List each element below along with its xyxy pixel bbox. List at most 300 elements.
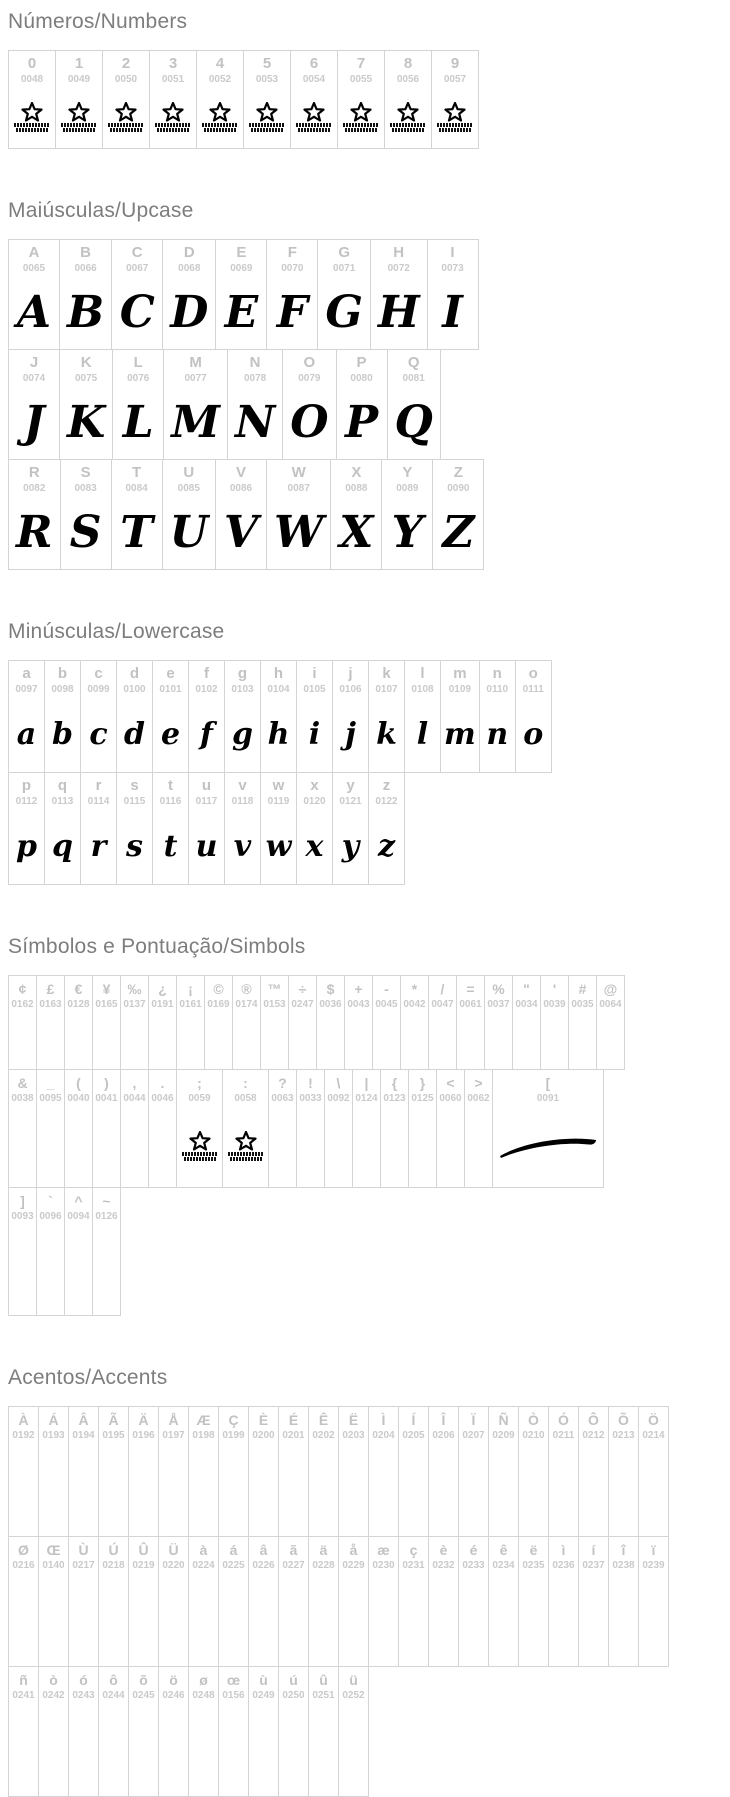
cell-unicode-label: 0242: [42, 1690, 65, 1701]
cell-unicode-label: 0249: [252, 1690, 275, 1701]
cell-unicode-label: 0233: [462, 1560, 485, 1571]
cell-character-label: Ï: [471, 1412, 476, 1428]
empty-glyph: [429, 1572, 458, 1666]
cell-unicode-label: 0113: [51, 796, 74, 807]
glyph-cell-0093: [8, 1187, 37, 1316]
cell-character-label: Ã: [108, 1412, 119, 1428]
glyph-preview: y: [341, 828, 360, 864]
cell-character-label: @: [603, 981, 618, 997]
cell-unicode-label: 0211: [552, 1430, 575, 1441]
cell-unicode-label: 0054: [302, 74, 326, 85]
cell-unicode-label: 0096: [39, 1211, 62, 1222]
glyph-cell-0038: [8, 1069, 37, 1188]
empty-glyph: [219, 1442, 248, 1536]
cell-unicode-label: 0119: [267, 796, 290, 807]
section-symbols: [8, 935, 730, 1316]
cell-character-label: ®: [241, 981, 252, 997]
glyph-cell-0220: [158, 1536, 189, 1667]
cell-character-label: d: [129, 665, 140, 682]
cell-character-label: ¥: [102, 981, 111, 997]
glyph-cell-0051: [149, 50, 197, 149]
section-title-lowercase: Minúsculas/Lowercase: [8, 620, 225, 643]
cell-character-label: ': [552, 981, 557, 997]
cell-unicode-label: 0126: [95, 1211, 118, 1222]
cell-unicode-label: 0230: [372, 1560, 395, 1571]
cell-unicode-label: 0201: [282, 1430, 305, 1441]
empty-glyph: [639, 1442, 668, 1536]
empty-glyph: [121, 1011, 148, 1069]
cell-character-label: }: [419, 1075, 426, 1091]
empty-glyph: [93, 1223, 120, 1315]
glyph-cell-0195: [98, 1406, 129, 1537]
glyph-cell-0161: [176, 975, 205, 1070]
cell-unicode-label: 0051: [161, 74, 185, 85]
empty-glyph: [579, 1442, 608, 1536]
cell-unicode-label: 0048: [20, 74, 44, 85]
cell-unicode-label: 0062: [467, 1093, 490, 1104]
glyph-preview: a: [16, 716, 37, 752]
empty-glyph: [121, 1105, 148, 1187]
cell-unicode-label: 0070: [281, 263, 304, 274]
glyph-cell-0242: [38, 1666, 69, 1797]
cell-character-label: Ú: [108, 1542, 119, 1558]
star-logo-icon: [202, 102, 238, 132]
cell-unicode-label: 0205: [402, 1430, 425, 1441]
cell-unicode-label: 0246: [162, 1690, 185, 1701]
cell-unicode-label: 0121: [339, 796, 362, 807]
cell-character-label: É: [288, 1412, 299, 1428]
glyph-cell-0191: [148, 975, 177, 1070]
cell-unicode-label: 0228: [312, 1560, 335, 1571]
cell-character-label: -: [384, 981, 389, 997]
cell-unicode-label: 0099: [87, 684, 110, 695]
glyph-cell-0052: [196, 50, 244, 149]
cell-character-label: e: [166, 665, 175, 682]
cell-character-label: 5: [262, 55, 272, 72]
glyph-cell-0236: [548, 1536, 579, 1667]
cell-unicode-label: 0071: [333, 263, 356, 274]
empty-glyph: [519, 1442, 548, 1536]
cell-unicode-label: 0199: [222, 1430, 245, 1441]
glyph-cell-0083: [60, 459, 112, 570]
glyph-cell-0042: [400, 975, 429, 1070]
section-title-numbers: Números/Numbers: [8, 10, 188, 33]
cell-unicode-label: 0213: [612, 1430, 635, 1441]
cell-character-label: >: [474, 1075, 483, 1091]
cell-unicode-label: 0052: [208, 74, 232, 85]
glyph-cell-0121: [332, 772, 369, 885]
cell-unicode-label: 0061: [459, 999, 482, 1010]
cell-character-label: `: [48, 1193, 53, 1209]
cell-character-label: ú: [289, 1672, 298, 1688]
glyph-preview: V: [223, 506, 259, 558]
cell-character-label: F: [287, 244, 297, 261]
empty-glyph: [69, 1442, 98, 1536]
glyph-preview: N: [234, 396, 276, 448]
cell-character-label: ¿: [158, 981, 167, 997]
cell-character-label: +: [354, 981, 363, 997]
glyph-preview: i: [308, 716, 321, 752]
glyph-cell-0114: [80, 772, 117, 885]
glyph-cell-0202: [308, 1406, 339, 1537]
cell-unicode-label: 0105: [303, 684, 326, 695]
empty-glyph: [409, 1105, 436, 1187]
star-logo-icon: [228, 1131, 264, 1161]
cell-character-label: ¢: [18, 981, 27, 997]
cell-unicode-label: 0080: [350, 373, 373, 384]
glyph-cell-0245: [128, 1666, 159, 1797]
cell-character-label: m: [453, 665, 467, 682]
empty-glyph: [9, 1223, 36, 1315]
glyph-cell-0104: [260, 660, 297, 773]
glyph-cell-0163: [36, 975, 65, 1070]
cell-unicode-label: 0075: [75, 373, 98, 384]
cell-unicode-label: 0102: [195, 684, 218, 695]
empty-glyph: [37, 1011, 64, 1069]
glyph-cell-0210: [518, 1406, 549, 1537]
cell-unicode-label: 0191: [151, 999, 174, 1010]
glyph-cell-0246: [158, 1666, 189, 1797]
glyph-cell-0196: [128, 1406, 159, 1537]
empty-glyph: [569, 1011, 596, 1069]
glyph-cell-0120: [296, 772, 333, 885]
cell-character-label: û: [319, 1672, 328, 1688]
cell-unicode-label: 0057: [443, 74, 467, 85]
cell-unicode-label: 0118: [231, 796, 254, 807]
section-title-accents: Acentos/Accents: [8, 1366, 168, 1389]
cell-character-label: Á: [48, 1412, 59, 1428]
empty-glyph: [345, 1011, 372, 1069]
missing-glyph-logo: [223, 1105, 268, 1187]
cell-character-label: #: [578, 981, 587, 997]
missing-glyph-logo: [56, 86, 102, 148]
glyph-cell-0039: [540, 975, 569, 1070]
cell-unicode-label: 0220: [162, 1560, 185, 1571]
glyph-cell-0216: [8, 1536, 39, 1667]
cell-character-label: 9: [450, 55, 460, 72]
star-logo-icon: [343, 102, 379, 132]
cell-character-label: G: [338, 244, 350, 261]
empty-glyph: [37, 1105, 64, 1187]
glyph-preview: b: [52, 716, 73, 752]
glyph-cell-0041: [92, 1069, 121, 1188]
cell-unicode-label: 0039: [543, 999, 566, 1010]
star-logo-icon: [249, 102, 285, 132]
cell-character-label: !: [308, 1075, 313, 1091]
empty-glyph: [249, 1442, 278, 1536]
empty-glyph: [159, 1702, 188, 1796]
cell-unicode-label: 0122: [375, 796, 398, 807]
empty-glyph: [579, 1572, 608, 1666]
cell-character-label: f: [204, 665, 209, 682]
cell-character-label: /: [440, 981, 445, 997]
empty-glyph: [9, 1702, 38, 1796]
cell-unicode-label: 0100: [123, 684, 146, 695]
cell-unicode-label: 0041: [95, 1093, 118, 1104]
empty-glyph: [373, 1011, 400, 1069]
cell-character-label: ø: [199, 1672, 208, 1688]
section-title-symbols: Símbolos e Pontuação/Simbols: [8, 935, 306, 958]
cell-unicode-label: 0059: [188, 1093, 211, 1104]
glyph-cell-0085: [162, 459, 216, 570]
cell-character-label: p: [21, 777, 32, 794]
glyph-cell-0103: [224, 660, 261, 773]
cell-unicode-label: 0128: [67, 999, 90, 1010]
cell-character-label: ï: [651, 1542, 656, 1558]
cell-unicode-label: 0251: [312, 1690, 335, 1701]
cell-unicode-label: 0065: [22, 263, 46, 274]
cell-unicode-label: 0140: [42, 1560, 65, 1571]
cell-unicode-label: 0060: [439, 1093, 462, 1104]
glyph-cell-0081: [387, 349, 441, 460]
cell-character-label: Ó: [558, 1412, 569, 1428]
glyph-cell-0115: [116, 772, 153, 885]
cell-character-label: u: [201, 777, 212, 794]
cell-unicode-label: 0204: [372, 1430, 395, 1441]
cell-character-label: Â: [78, 1412, 89, 1428]
glyph-cell-0249: [248, 1666, 279, 1797]
glyph-cell-0056: [384, 50, 432, 149]
cell-character-label: å: [349, 1542, 358, 1558]
cell-unicode-label: 0207: [462, 1430, 485, 1441]
cell-unicode-label: 0091: [536, 1093, 560, 1104]
glyph-cell-0076: [112, 349, 164, 460]
glyph-cell-0209: [488, 1406, 519, 1537]
cell-unicode-label: 0161: [179, 999, 202, 1010]
cell-unicode-label: 0045: [375, 999, 398, 1010]
cell-character-label: J: [29, 354, 39, 371]
cell-unicode-label: 0156: [222, 1690, 245, 1701]
swash-glyph-preview: [493, 1105, 603, 1187]
cell-unicode-label: 0069: [230, 263, 253, 274]
glyph-cell-0099: [80, 660, 117, 773]
cell-unicode-label: 0087: [287, 483, 310, 494]
cell-unicode-label: 0064: [599, 999, 622, 1010]
cell-unicode-label: 0086: [229, 483, 253, 494]
glyph-cell-0035: [568, 975, 597, 1070]
glyph-cell-0226: [248, 1536, 279, 1667]
glyph-preview: G: [325, 286, 363, 338]
cell-unicode-label: 0090: [447, 483, 470, 494]
cell-character-label: _: [46, 1075, 55, 1091]
cell-character-label: h: [273, 665, 284, 682]
glyph-cell-0229: [338, 1536, 369, 1667]
empty-glyph: [129, 1702, 158, 1796]
glyph-row: [8, 1187, 121, 1316]
glyph-row: [8, 1536, 669, 1667]
glyph-cell-0106: [332, 660, 369, 773]
cell-unicode-label: 0225: [222, 1560, 245, 1571]
cell-character-label: .: [160, 1075, 165, 1091]
glyph-cell-0234: [488, 1536, 519, 1667]
glyph-cell-0087: [266, 459, 331, 570]
empty-glyph: [309, 1702, 338, 1796]
glyph-cell-0252: [338, 1666, 369, 1797]
cell-character-label: ä: [319, 1542, 328, 1558]
cell-unicode-label: 0231: [402, 1560, 425, 1571]
glyph-cell-0243: [68, 1666, 99, 1797]
glyph-cell-0059: [176, 1069, 223, 1188]
cell-unicode-label: 0232: [432, 1560, 455, 1571]
empty-glyph: [37, 1223, 64, 1315]
cell-unicode-label: 0055: [349, 74, 373, 85]
cell-unicode-label: 0250: [282, 1690, 305, 1701]
glyph-cell-0067: [111, 239, 163, 350]
cell-character-label: à: [199, 1542, 208, 1558]
cell-character-label: œ: [226, 1672, 241, 1688]
empty-glyph: [279, 1572, 308, 1666]
cell-unicode-label: 0247: [291, 999, 314, 1010]
cell-unicode-label: 0115: [123, 796, 146, 807]
cell-character-label: Œ: [46, 1542, 61, 1558]
cell-character-label: V: [235, 464, 246, 481]
glyph-cell-0040: [64, 1069, 93, 1188]
cell-character-label: 7: [356, 55, 366, 72]
cell-character-label: g: [237, 665, 248, 682]
empty-glyph: [177, 1011, 204, 1069]
cell-character-label: z: [382, 777, 391, 794]
cell-unicode-label: 0035: [571, 999, 594, 1010]
cell-character-label: Õ: [618, 1412, 629, 1428]
glyph-cell-0207: [458, 1406, 489, 1537]
glyph-preview: T: [120, 506, 153, 558]
glyph-cell-0046: [148, 1069, 177, 1188]
cell-unicode-label: 0083: [74, 483, 97, 494]
cell-character-label: Ç: [228, 1412, 239, 1428]
glyph-preview: B: [67, 286, 105, 338]
empty-glyph: [639, 1572, 668, 1666]
glyph-cell-0092: [324, 1069, 353, 1188]
glyph-preview: x: [305, 828, 324, 864]
cell-unicode-label: 0192: [12, 1430, 35, 1441]
glyph-cell-0096: [36, 1187, 65, 1316]
cell-character-label: :: [243, 1075, 248, 1091]
cell-unicode-label: 0109: [448, 684, 471, 695]
glyph-cell-0097: [8, 660, 45, 773]
glyph-cell-0102: [188, 660, 225, 773]
glyph-cell-0091: [492, 1069, 604, 1188]
cell-character-label: ñ: [19, 1672, 28, 1688]
cell-character-label: %: [492, 981, 505, 997]
cell-character-label: Ø: [18, 1542, 29, 1558]
glyph-cell-0075: [59, 349, 113, 460]
glyph-cell-0069: [215, 239, 267, 350]
glyph-cell-0086: [215, 459, 267, 570]
cell-character-label: L: [133, 354, 143, 371]
empty-glyph: [129, 1442, 158, 1536]
glyph-cell-0228: [308, 1536, 339, 1667]
cell-character-label: È: [258, 1412, 269, 1428]
cell-character-label: ™: [267, 981, 282, 997]
cell-unicode-label: 0169: [207, 999, 230, 1010]
glyph-cell-0124: [352, 1069, 381, 1188]
cell-character-label: ã: [289, 1542, 298, 1558]
cell-character-label: C: [131, 244, 143, 261]
cell-character-label: <: [446, 1075, 455, 1091]
cell-unicode-label: 0237: [582, 1560, 605, 1571]
cell-unicode-label: 0068: [178, 263, 201, 274]
glyph-preview: w: [265, 828, 292, 864]
glyph-cell-0212: [578, 1406, 609, 1537]
star-logo-icon: [155, 102, 191, 132]
glyph-cell-0217: [68, 1536, 99, 1667]
glyph-cell-0233: [458, 1536, 489, 1667]
glyph-cell-0117: [188, 772, 225, 885]
cell-unicode-label: 0101: [159, 684, 182, 695]
glyph-row: [8, 660, 552, 773]
cell-unicode-label: 0174: [235, 999, 258, 1010]
glyph-cell-0065: [8, 239, 60, 350]
cell-character-label: s: [130, 777, 139, 794]
glyph-cell-0053: [243, 50, 291, 149]
glyph-preview: J: [23, 396, 45, 448]
cell-character-label: í: [591, 1542, 596, 1558]
star-logo-icon: [296, 102, 332, 132]
glyph-cell-0088: [330, 459, 382, 570]
cell-character-label: Z: [453, 464, 463, 481]
cell-unicode-label: 0033: [299, 1093, 322, 1104]
cell-character-label: Ü: [168, 1542, 179, 1558]
cell-character-label: |: [364, 1075, 369, 1091]
glyph-preview: E: [224, 286, 259, 338]
cell-character-label: â: [259, 1542, 268, 1558]
cell-unicode-label: 0074: [22, 373, 46, 384]
empty-glyph: [219, 1702, 248, 1796]
missing-glyph-logo: [177, 1105, 222, 1187]
glyph-preview: M: [171, 396, 220, 448]
missing-glyph-logo: [385, 86, 431, 148]
cell-unicode-label: 0110: [486, 684, 509, 695]
cell-character-label: €: [74, 981, 83, 997]
glyph-cell-0033: [296, 1069, 325, 1188]
cell-character-label: w: [272, 777, 285, 794]
cell-unicode-label: 0040: [67, 1093, 90, 1104]
missing-glyph-logo: [432, 86, 478, 148]
star-logo-icon: [14, 102, 50, 132]
cell-character-label: ]: [20, 1193, 25, 1209]
cell-character-label: Ô: [588, 1412, 599, 1428]
section-lowercase: [8, 620, 730, 885]
cell-character-label: á: [229, 1542, 238, 1558]
empty-glyph: [309, 1442, 338, 1536]
glyph-cell-0090: [432, 459, 484, 570]
glyph-cell-0112: [8, 772, 45, 885]
glyph-cell-0055: [337, 50, 385, 149]
cell-character-label: Æ: [196, 1412, 211, 1428]
cell-unicode-label: 0226: [252, 1560, 275, 1571]
cell-unicode-label: 0224: [192, 1560, 215, 1571]
cell-character-label: ": [523, 981, 530, 997]
glyph-preview: t: [163, 828, 178, 864]
glyph-cell-0111: [515, 660, 552, 773]
cell-character-label: ó: [79, 1672, 88, 1688]
cell-character-label: E: [236, 244, 247, 261]
glyph-preview: l: [416, 716, 429, 752]
glyph-cell-0218: [98, 1536, 129, 1667]
cell-character-label: 8: [403, 55, 413, 72]
glyph-cell-0248: [188, 1666, 219, 1797]
glyph-cell-0230: [368, 1536, 399, 1667]
glyph-cell-0098: [44, 660, 81, 773]
cell-unicode-label: 0124: [355, 1093, 378, 1104]
cell-unicode-label: 0067: [126, 263, 149, 274]
glyph-cell-0126: [92, 1187, 121, 1316]
cell-character-label: K: [80, 354, 92, 371]
empty-glyph: [429, 1442, 458, 1536]
cell-character-label: t: [168, 777, 173, 794]
cell-unicode-label: 0198: [192, 1430, 215, 1441]
cell-unicode-label: 0098: [51, 684, 74, 695]
